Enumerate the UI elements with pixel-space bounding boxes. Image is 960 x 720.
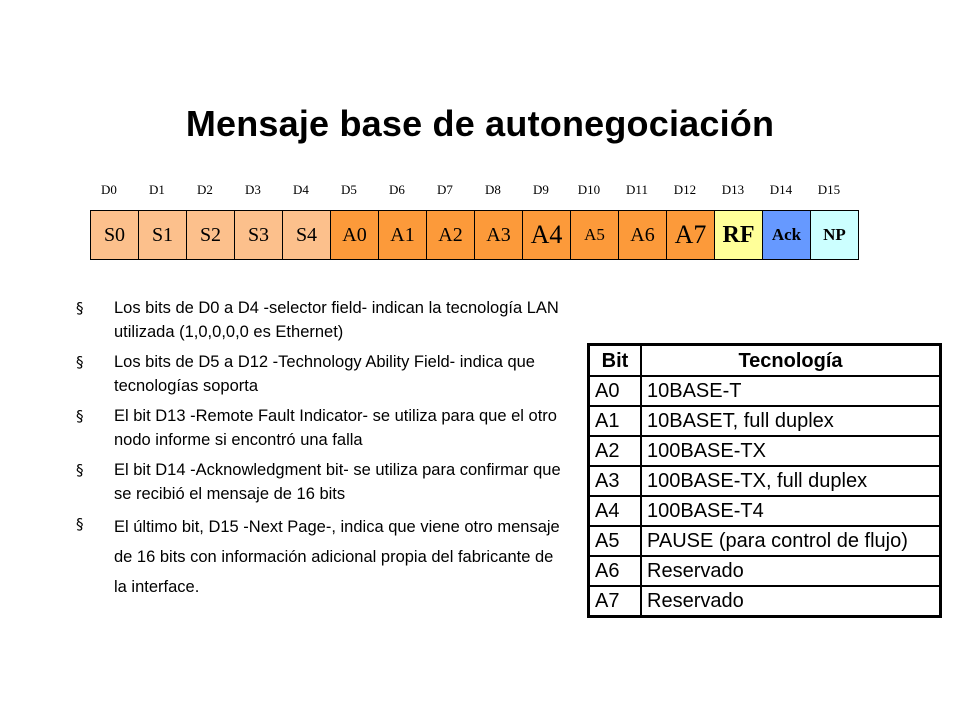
bit-cell-a0: A0: [331, 211, 379, 259]
bit-position-label: D1: [149, 182, 165, 197]
bit-position-label: D7: [437, 182, 453, 197]
bit-cell-a3: A3: [475, 211, 523, 259]
bit-cell-a5: A5: [571, 211, 619, 259]
table-row: [589, 436, 940, 466]
bullet-item: [70, 512, 570, 602]
table-header-bit: Bit: [589, 345, 641, 376]
table-cell-bit: A6: [589, 556, 641, 586]
bit-position-label: D15: [817, 182, 841, 197]
bit-field-row: [90, 210, 859, 260]
table-row: [589, 406, 940, 436]
bit-cell-a2: A2: [427, 211, 475, 259]
bit-cell-a7: A7: [667, 211, 715, 259]
bit-position-label: D10: [577, 182, 601, 197]
bit-cell-np: NP: [811, 211, 859, 259]
section-sign-icon: §: [76, 515, 84, 533]
table-cell-technology: Reservado: [641, 556, 940, 586]
bullet-item: [70, 296, 570, 344]
bit-position-label: D12: [673, 182, 697, 197]
table-cell-technology: 10BASET, full duplex: [641, 406, 940, 436]
bit-cell-s3: S3: [235, 211, 283, 259]
table-header-row: [589, 345, 940, 376]
bullet-text: El bit D14 -Acknowledgment bit- se utiliza para confirmar que se recibió el mensaje de 16 bits: [114, 461, 561, 503]
technology-table: [587, 343, 942, 618]
table-cell-technology: 100BASE-TX, full duplex: [641, 466, 940, 496]
table-cell-technology: PAUSE (para control de flujo): [641, 526, 940, 556]
table-row: [589, 496, 940, 526]
table-cell-bit: A7: [589, 586, 641, 616]
bit-position-label: D3: [245, 182, 261, 197]
bit-position-label: D8: [485, 182, 501, 197]
bit-position-label: D11: [626, 182, 648, 197]
bit-cell-a6: A6: [619, 211, 667, 259]
table-row: [589, 466, 940, 496]
bit-cell-ack: Ack: [763, 211, 811, 259]
bit-position-label: D5: [341, 182, 357, 197]
section-sign-icon: §: [76, 299, 84, 317]
bullet-text: Los bits de D0 a D4 -selector field- indican la tecnología LAN utilizada (1,0,0,0,0 es Ethernet): [114, 299, 559, 341]
table-row: [589, 526, 940, 556]
table-header-technology: Tecnología: [641, 345, 940, 376]
table-cell-bit: A4: [589, 496, 641, 526]
table-row: [589, 586, 940, 616]
bit-position-label: D13: [721, 182, 745, 197]
bit-cell-s2: S2: [187, 211, 235, 259]
bullet-text: El último bit, D15 -Next Page-, indica que viene otro mensaje de 16 bits con información adicional propia del fabricante de la interface.: [114, 518, 560, 596]
bullet-item: [70, 350, 570, 398]
section-sign-icon: §: [76, 407, 84, 425]
bit-cell-rf: RF: [715, 211, 763, 259]
bullet-text: Los bits de D5 a D12 -Technology Ability Field- indica que tecnologías soporta: [114, 353, 535, 395]
table-cell-bit: A2: [589, 436, 641, 466]
bit-cell-s0: S0: [91, 211, 139, 259]
bit-position-label: D4: [293, 182, 309, 197]
table-cell-bit: A3: [589, 466, 641, 496]
table-cell-bit: A5: [589, 526, 641, 556]
table-row: [589, 376, 940, 406]
bit-position-label: D2: [197, 182, 213, 197]
table-cell-technology: Reservado: [641, 586, 940, 616]
bit-position-label: D9: [533, 182, 549, 197]
bullet-list: [70, 296, 570, 608]
bullet-item: [70, 458, 570, 506]
table-cell-bit: A1: [589, 406, 641, 436]
bit-position-label: D0: [101, 182, 117, 197]
table-cell-technology: 100BASE-T4: [641, 496, 940, 526]
bullet-text: El bit D13 -Remote Fault Indicator- se utiliza para que el otro nodo informe si encontró una falla: [114, 407, 557, 449]
table-row: [589, 556, 940, 586]
bit-position-labels: [0, 182, 960, 198]
page-title: Mensaje base de autonegociación: [185, 103, 775, 144]
bullet-item: [70, 404, 570, 452]
section-sign-icon: §: [76, 353, 84, 371]
bit-cell-s4: S4: [283, 211, 331, 259]
table-cell-technology: 100BASE-TX: [641, 436, 940, 466]
bit-cell-a1: A1: [379, 211, 427, 259]
bit-position-label: D6: [389, 182, 405, 197]
table-cell-technology: 10BASE-T: [641, 376, 940, 406]
bit-position-label: D14: [769, 182, 793, 197]
section-sign-icon: §: [76, 461, 84, 479]
table-cell-bit: A0: [589, 376, 641, 406]
bit-cell-a4: A4: [523, 211, 571, 259]
bit-cell-s1: S1: [139, 211, 187, 259]
